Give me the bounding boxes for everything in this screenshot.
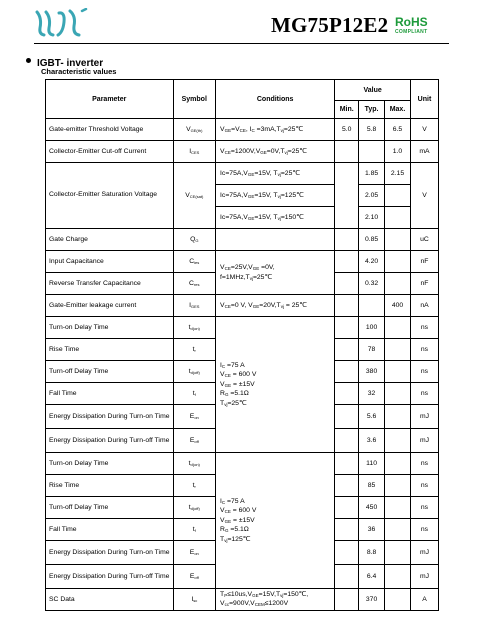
conditions-cell: $T_P\le 10us,V_{GE}=15V,T_{vj}=150℃$, $V_{cc}=900V,V_{CEM}\le 1200V$ — [216, 589, 335, 611]
unit-cell: ns — [410, 317, 438, 339]
symbol-cell: $I_{GES}$ — [173, 295, 216, 317]
max-cell — [385, 497, 411, 519]
max-cell: 2.15 — [385, 163, 411, 185]
typ-cell: 0.32 — [359, 273, 385, 295]
symbol-cell: $C_{res}$ — [173, 273, 216, 295]
characteristic-values-table — [45, 79, 439, 611]
symbol-cell: $V_{GE(th)}$ — [173, 119, 216, 141]
conditions-cell: $V_{CE}=0$ V, $V_{GE}=20V,T_{vj}$ = 25℃ — [216, 295, 335, 317]
conditions-cell — [216, 229, 335, 251]
min-cell — [335, 295, 359, 317]
param-cell: Turn-off Delay Time — [46, 497, 174, 519]
section-title: IGBT- inverter — [37, 58, 104, 69]
typ-cell: 2.05 — [359, 185, 385, 207]
unit-cell: ns — [410, 519, 438, 541]
min-cell — [335, 453, 359, 475]
symbol-cell: $E_{off}$ — [173, 565, 216, 589]
switching-125-conditions: $I_C =75$ A $V_{CE} = 600$ V $V_{GE} = \pm 15V$ $R_G =5.1\Omega$ $T_{vj}=125℃$ — [216, 453, 335, 589]
param-cell: Gate Charge — [46, 229, 174, 251]
col-symbol: Symbol — [173, 80, 216, 119]
typ-cell: 2.10 — [359, 207, 385, 229]
min-cell — [335, 405, 359, 429]
symbol-cell: $t_{d(on)}$ — [173, 317, 216, 339]
unit-cell: mA — [410, 141, 438, 163]
typ-cell: 0.85 — [359, 229, 385, 251]
param-cell: Turn-on Delay Time — [46, 453, 174, 475]
unit-cell: ns — [410, 475, 438, 497]
rohs-badge — [395, 16, 428, 35]
col-max: Max. — [385, 101, 411, 119]
unit-cell: V — [410, 163, 438, 229]
min-cell — [335, 361, 359, 383]
col-unit: Unit — [410, 80, 438, 119]
min-cell: 5.0 — [335, 119, 359, 141]
unit-cell: ns — [410, 383, 438, 405]
symbol-cell: $E_{off}$ — [173, 429, 216, 453]
param-cell: Energy Dissipation During Turn-on Time — [46, 405, 174, 429]
min-cell — [335, 273, 359, 295]
param-cell: Rise Time — [46, 339, 174, 361]
max-cell — [385, 565, 411, 589]
max-cell — [385, 229, 411, 251]
typ-cell: 6.4 — [359, 565, 385, 589]
max-cell — [385, 207, 411, 229]
param-cell: Gate-Emitter leakage current — [46, 295, 174, 317]
switching-25-conditions: $I_C =75$ A $V_{CE} = 600$ V $V_{GE} = \pm 15V$ $R_G =5.1\Omega$ $T_{vj}=25℃$ — [216, 317, 335, 453]
rohs-label: RoHS — [395, 15, 428, 29]
param-cell: Fall Time — [46, 383, 174, 405]
typ-cell — [359, 295, 385, 317]
symbol-cell: $t_r$ — [173, 339, 216, 361]
typ-cell — [359, 141, 385, 163]
unit-cell: uC — [410, 229, 438, 251]
typ-cell: 450 — [359, 497, 385, 519]
unit-cell: nF — [410, 273, 438, 295]
min-cell — [335, 317, 359, 339]
max-cell — [385, 339, 411, 361]
max-cell — [385, 383, 411, 405]
min-cell — [335, 541, 359, 565]
typ-cell: 36 — [359, 519, 385, 541]
table-row — [46, 295, 439, 317]
typ-cell: 5.8 — [359, 119, 385, 141]
col-typ: Typ. — [359, 101, 385, 119]
max-cell — [385, 405, 411, 429]
min-cell — [335, 229, 359, 251]
max-cell — [385, 589, 411, 611]
section-subtitle: Characteristic values — [41, 67, 117, 76]
min-cell — [335, 565, 359, 589]
max-cell — [385, 475, 411, 497]
min-cell — [335, 429, 359, 453]
unit-cell: ns — [410, 453, 438, 475]
unit-cell: A — [410, 589, 438, 611]
min-cell — [335, 497, 359, 519]
conditions-cell: $V_{CE}=25V,V_{GE} =0V$, $f=1MHz,T_{vj}=25℃$ — [216, 251, 335, 295]
conditions-cell: $V_{GE}=V_{CE}$, $I_C$ $=3mA,T_{vj}=25℃$ — [216, 119, 335, 141]
param-cell: Turn-off Delay Time — [46, 361, 174, 383]
unit-cell: ns — [410, 339, 438, 361]
typ-cell: 380 — [359, 361, 385, 383]
max-cell — [385, 317, 411, 339]
conditions-cell: $Ic=75A,V_{GE}=15V$, $T_{vj}=25℃$ — [216, 163, 335, 185]
param-cell: Input Capacitance — [46, 251, 174, 273]
unit-cell: mJ — [410, 405, 438, 429]
max-cell — [385, 251, 411, 273]
table-row — [46, 229, 439, 251]
rohs-compliant-label: COMPLIANT — [395, 29, 428, 35]
typ-cell: 78 — [359, 339, 385, 361]
table-header-row — [46, 80, 439, 101]
typ-cell: 5.6 — [359, 405, 385, 429]
param-cell: Energy Dissipation During Turn-off Time — [46, 429, 174, 453]
param-cell: Collector-Emitter Cut-off Current — [46, 141, 174, 163]
typ-cell: 1.85 — [359, 163, 385, 185]
table-row — [46, 163, 439, 185]
unit-cell: ns — [410, 497, 438, 519]
symbol-cell: $C_{ies}$ — [173, 251, 216, 273]
typ-cell: 3.6 — [359, 429, 385, 453]
unit-cell: mJ — [410, 541, 438, 565]
unit-cell: mJ — [410, 429, 438, 453]
unit-cell: nA — [410, 295, 438, 317]
unit-cell: mJ — [410, 565, 438, 589]
symbol-cell: $t_f$ — [173, 519, 216, 541]
typ-cell: 100 — [359, 317, 385, 339]
symbol-cell: $t_r$ — [173, 475, 216, 497]
min-cell — [335, 163, 359, 229]
col-parameter: Parameter — [46, 80, 174, 119]
header-rule — [34, 43, 449, 44]
max-cell — [385, 273, 411, 295]
max-cell: 1.0 — [385, 141, 411, 163]
symbol-cell: $t_{d(on)}$ — [173, 453, 216, 475]
typ-cell: 110 — [359, 453, 385, 475]
col-min: Min. — [335, 101, 359, 119]
symbol-cell: $V_{CE(sat)}$ — [173, 163, 216, 229]
symbol-cell: $t_{d(off)}$ — [173, 497, 216, 519]
min-cell — [335, 519, 359, 541]
max-cell: 400 — [385, 295, 411, 317]
unit-cell: V — [410, 119, 438, 141]
part-number: MG75P12E2 — [271, 13, 389, 37]
param-cell: SC Data — [46, 589, 174, 611]
typ-cell: 8.8 — [359, 541, 385, 565]
min-cell — [335, 383, 359, 405]
typ-cell: 370 — [359, 589, 385, 611]
symbol-cell: $t_f$ — [173, 383, 216, 405]
symbol-cell: $Q_G$ — [173, 229, 216, 251]
company-logo-icon — [34, 8, 90, 38]
max-cell — [385, 361, 411, 383]
table-row — [46, 453, 439, 475]
param-cell: Reverse Transfer Capacitance — [46, 273, 174, 295]
typ-cell: 4.20 — [359, 251, 385, 273]
max-cell — [385, 453, 411, 475]
max-cell — [385, 541, 411, 565]
symbol-cell: $t_{d(off)}$ — [173, 361, 216, 383]
page-header — [0, 0, 485, 50]
param-cell: Collector-Emitter Saturation Voltage — [46, 163, 174, 229]
param-cell: Energy Dissipation During Turn-on Time — [46, 541, 174, 565]
table-row — [46, 589, 439, 611]
symbol-cell: $E_{on}$ — [173, 405, 216, 429]
param-cell: Fall Time — [46, 519, 174, 541]
max-cell — [385, 429, 411, 453]
min-cell — [335, 339, 359, 361]
table-row — [46, 141, 439, 163]
table-row — [46, 251, 439, 273]
conditions-cell: $V_{CE}=1200V,V_{GE}=0V,T_{vj}=25℃$ — [216, 141, 335, 163]
param-cell: Energy Dissipation During Turn-off Time — [46, 565, 174, 589]
typ-cell: 32 — [359, 383, 385, 405]
table-row — [46, 119, 439, 141]
min-cell — [335, 589, 359, 611]
col-value: Value — [335, 80, 411, 101]
conditions-cell: $Ic=75A,V_{GE}=15V$, $T_{vj}=125℃$ — [216, 185, 335, 207]
max-cell: 6.5 — [385, 119, 411, 141]
unit-cell: ns — [410, 361, 438, 383]
symbol-cell: $I_{CES}$ — [173, 141, 216, 163]
param-cell: Turn-on Delay Time — [46, 317, 174, 339]
min-cell — [335, 475, 359, 497]
min-cell — [335, 141, 359, 163]
unit-cell: nF — [410, 251, 438, 273]
symbol-cell: $E_{on}$ — [173, 541, 216, 565]
min-cell — [335, 251, 359, 273]
col-conditions: Conditions — [216, 80, 335, 119]
max-cell — [385, 519, 411, 541]
param-cell: Rise Time — [46, 475, 174, 497]
max-cell — [385, 185, 411, 207]
param-cell: Gate-emitter Threshold Voltage — [46, 119, 174, 141]
conditions-cell: $Ic=75A,V_{GE}=15V$, $T_{vj}=150℃$ — [216, 207, 335, 229]
typ-cell: 85 — [359, 475, 385, 497]
bullet-icon — [26, 58, 31, 63]
table-row — [46, 317, 439, 339]
symbol-cell: $I_{sc}$ — [173, 589, 216, 611]
